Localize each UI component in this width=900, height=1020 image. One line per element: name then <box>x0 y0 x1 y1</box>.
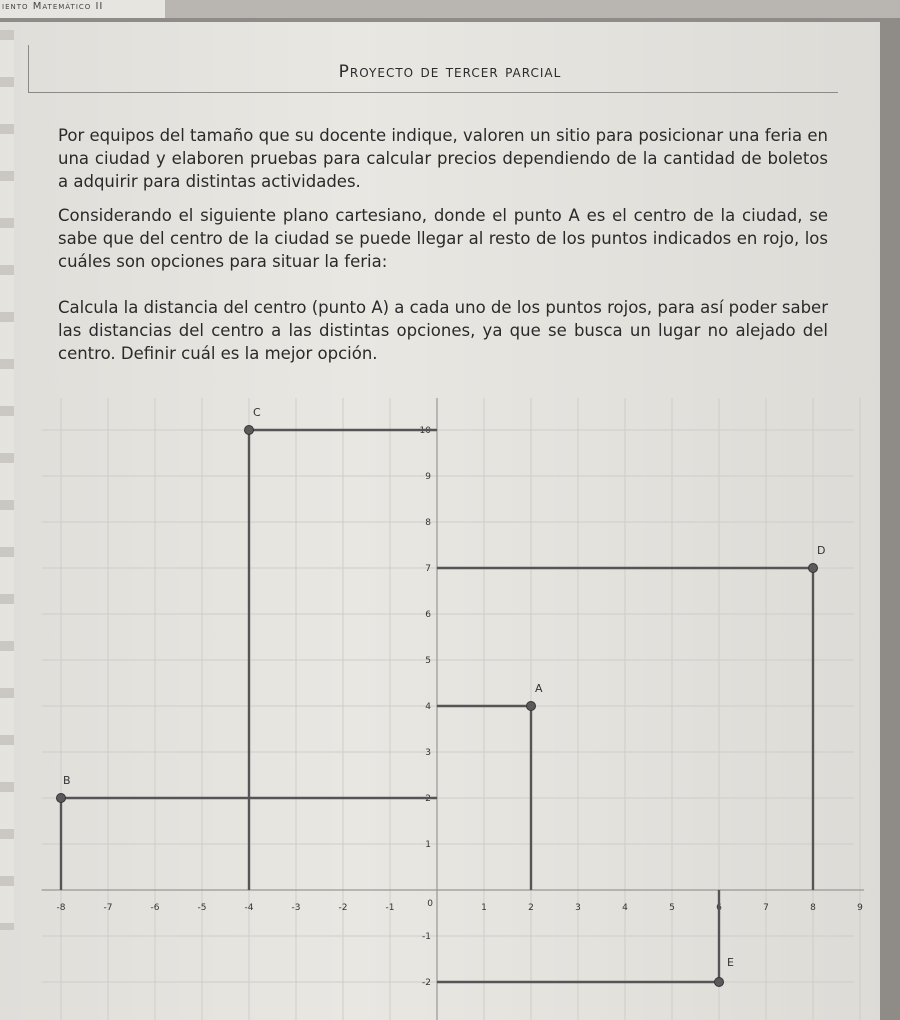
x-tick-label: -4 <box>244 903 254 913</box>
x-tick-label: -3 <box>291 903 301 913</box>
y-tick-label: 8 <box>425 518 431 528</box>
point-label-c: C <box>253 406 261 419</box>
x-tick-label: 3 <box>575 903 581 913</box>
paragraph-task: Calcula la distancia del centro (punto A) a cada uno de los puntos rojos, para así poder saber las distancias del centro a las distintas opciones, ya que se busca un lugar no alejado del centro. Definir cuál es la mejor opción. <box>58 298 828 363</box>
y-tick-label: 2 <box>425 794 431 804</box>
x-tick-label: 6 <box>716 903 722 913</box>
page-title: Proyecto de tercer parcial <box>338 62 562 82</box>
point-b <box>57 794 66 803</box>
x-tick-label: 1 <box>481 903 487 913</box>
point-label-e: E <box>727 956 734 969</box>
y-tick-label: 3 <box>425 748 431 758</box>
x-tick-label: -7 <box>103 903 113 913</box>
y-tick-label: 7 <box>425 564 431 574</box>
point-e <box>715 978 724 987</box>
point-a <box>527 702 536 711</box>
x-tick-label: -8 <box>56 903 66 913</box>
x-tick-label: 5 <box>669 903 675 913</box>
point-d <box>809 564 818 573</box>
paragraph-instructions: Por equipos del tamaño que su docente indique, valoren un sitio para posicionar una feria en una ciudad y elaboren pruebas para calcular precios dependiendo de la cantidad de boletos a adquirir para distintas actividades. <box>58 126 828 191</box>
x-tick-label: 7 <box>763 903 769 913</box>
y-tick-label: 5 <box>425 656 431 666</box>
y-tick-label: 1 <box>425 840 431 850</box>
x-tick-label: 8 <box>810 903 816 913</box>
y-tick-label: 10 <box>419 426 431 436</box>
point-c <box>245 426 254 435</box>
point-label-d: D <box>817 544 826 557</box>
y-tick-label: -1 <box>422 932 431 942</box>
y-tick-label: 4 <box>425 702 431 712</box>
x-tick-label: -1 <box>385 903 395 913</box>
y-tick-label: -2 <box>422 978 431 988</box>
x-tick-label: 0 <box>427 899 433 909</box>
x-tick-label: -6 <box>150 903 160 913</box>
point-label-b: B <box>63 774 71 787</box>
paragraph-context: Considerando el siguiente plano cartesiano, donde el punto A es el centro de la ciudad, se sabe que del centro de la ciudad se puede llegar al resto de los puntos indicados en rojo, los cuáles son opciones para situar la feria: <box>58 206 828 271</box>
y-tick-label: 9 <box>425 472 431 482</box>
x-tick-label: 4 <box>622 903 628 913</box>
point-label-a: A <box>535 682 543 695</box>
x-tick-label: -2 <box>338 903 348 913</box>
x-tick-label: 2 <box>528 903 534 913</box>
y-tick-label: 6 <box>425 610 431 620</box>
x-tick-label: 9 <box>857 903 863 913</box>
x-tick-label: -5 <box>197 903 207 913</box>
section-header: iento Matemático II <box>0 0 165 18</box>
